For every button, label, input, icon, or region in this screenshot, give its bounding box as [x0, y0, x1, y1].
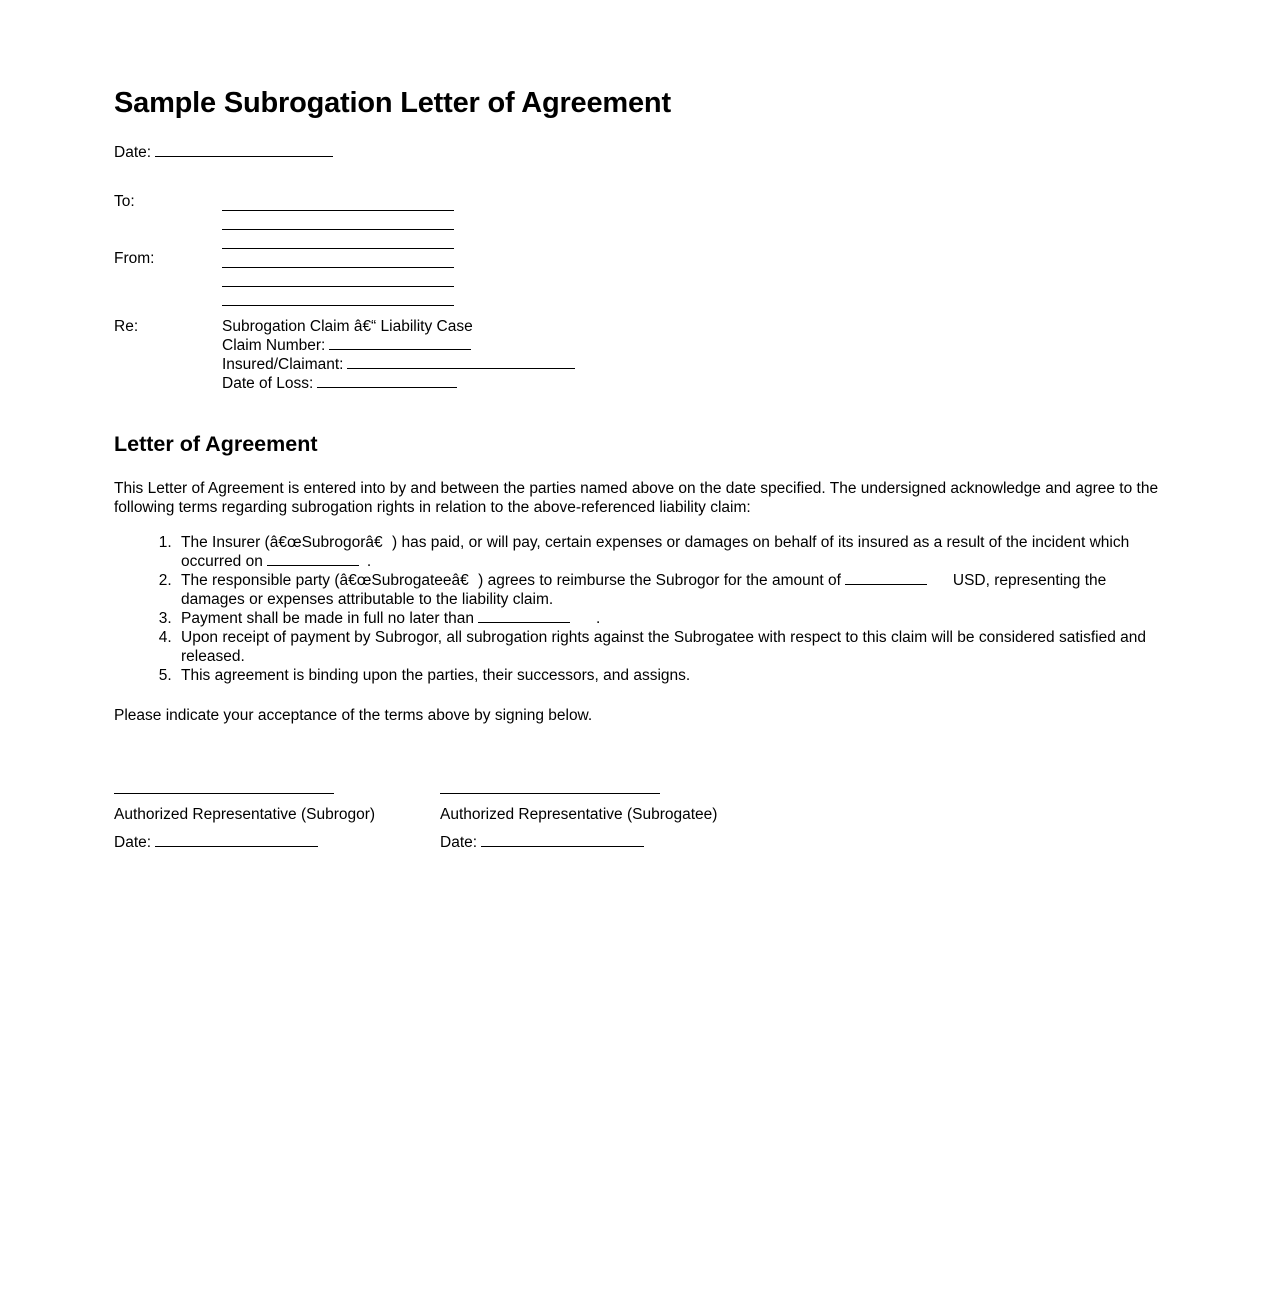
re-row	[114, 317, 1162, 393]
term-2-text-part1: The responsible party (â€œSubrogateeâ€) agrees to reimburse the Subrogor for the amount of	[181, 571, 841, 589]
from-label: From:	[114, 250, 155, 267]
insured-claimant-blank-line[interactable]	[347, 355, 575, 369]
signature-date-label-subrogatee: Date:	[440, 833, 478, 851]
to-row	[114, 192, 1162, 249]
term-3-blank-line[interactable]	[478, 609, 570, 623]
re-label: Re:	[114, 318, 139, 335]
from-line-3[interactable]	[222, 287, 454, 306]
intro-paragraph: This Letter of Agreement is entered into by and between the parties named above on the date specified. The undersigned acknowledge and agree to the following terms regarding subrogation rights in relation to the above-referenced liability claim:	[114, 480, 1159, 516]
address-block	[114, 192, 1162, 393]
claim-number-label: Claim Number:	[222, 337, 326, 354]
term-3-text-part2: .	[595, 609, 601, 627]
signature-date-label-subrogor: Date:	[114, 833, 152, 851]
list-item	[176, 628, 1162, 666]
insured-claimant-label: Insured/Claimant:	[222, 356, 344, 373]
re-lines	[222, 317, 1162, 393]
from-lines	[222, 249, 1162, 306]
signature-caption-subrogor: Authorized Representative (Subrogor)	[114, 805, 376, 823]
claim-number-row	[222, 336, 1162, 355]
document-body	[114, 86, 1162, 852]
date-of-loss-label: Date of Loss:	[222, 375, 314, 392]
closing-line: Please indicate your acceptance of the terms above by signing below.	[114, 706, 593, 724]
signature-line-subrogor[interactable]	[114, 793, 334, 794]
term-5-text: This agreement is binding upon the parties, their successors, and assigns.	[181, 666, 691, 684]
term-1-text-part1: The Insurer (â€œSubrogorâ€) has paid, or will pay, certain expenses or damages on behalf of its insured as a result of the incident which occurred on	[181, 533, 1130, 570]
to-line-2[interactable]	[222, 211, 454, 230]
from-line-1[interactable]	[222, 249, 454, 268]
signature-date-blank-subrogatee[interactable]	[481, 833, 644, 847]
from-line-2[interactable]	[222, 268, 454, 287]
signature-date-blank-subrogor[interactable]	[155, 833, 318, 847]
signature-date-row-subrogatee	[440, 833, 766, 852]
insured-claimant-row	[222, 355, 1162, 374]
re-subject: Subrogation Claim â€“ Liability Case	[222, 318, 473, 335]
signature-caption-subrogatee: Authorized Representative (Subrogatee)	[440, 805, 718, 823]
list-item	[176, 666, 1162, 685]
to-line-1[interactable]	[222, 192, 454, 211]
term-2-text-part2: USD, representing the damages or expenses attributable to the liability claim.	[181, 571, 1107, 608]
to-lines	[222, 192, 1162, 249]
section-heading: Letter of Agreement	[114, 432, 318, 456]
term-3-text-part1: Payment shall be made in full no later than	[181, 609, 474, 627]
date-blank-line[interactable]	[155, 143, 333, 157]
from-row	[114, 249, 1162, 306]
list-item	[176, 571, 1162, 609]
term-1-blank-line[interactable]	[267, 552, 359, 566]
signature-column-subrogor	[114, 793, 440, 852]
signature-date-row-subrogor	[114, 833, 440, 852]
signature-block	[114, 793, 1162, 852]
date-of-loss-row	[222, 374, 1162, 393]
signature-line-subrogatee[interactable]	[440, 793, 660, 794]
signature-column-subrogatee	[440, 793, 766, 852]
list-item	[176, 609, 1162, 628]
terms-list	[114, 533, 1162, 685]
to-line-3[interactable]	[222, 230, 454, 249]
date-field-row	[114, 143, 1162, 162]
claim-number-blank-line[interactable]	[329, 336, 471, 350]
list-item	[176, 533, 1162, 571]
term-4-text: Upon receipt of payment by Subrogor, all subrogation rights against the Subrogatee with respect to this claim will be considered satisfied and released.	[181, 628, 1146, 665]
to-label: To:	[114, 193, 135, 210]
term-1-text-part2: .	[366, 552, 372, 570]
date-of-loss-blank-line[interactable]	[317, 374, 457, 388]
page-title: Sample Subrogation Letter of Agreement	[114, 87, 671, 119]
date-label: Date:	[114, 144, 152, 161]
term-2-blank-line[interactable]	[845, 571, 927, 585]
